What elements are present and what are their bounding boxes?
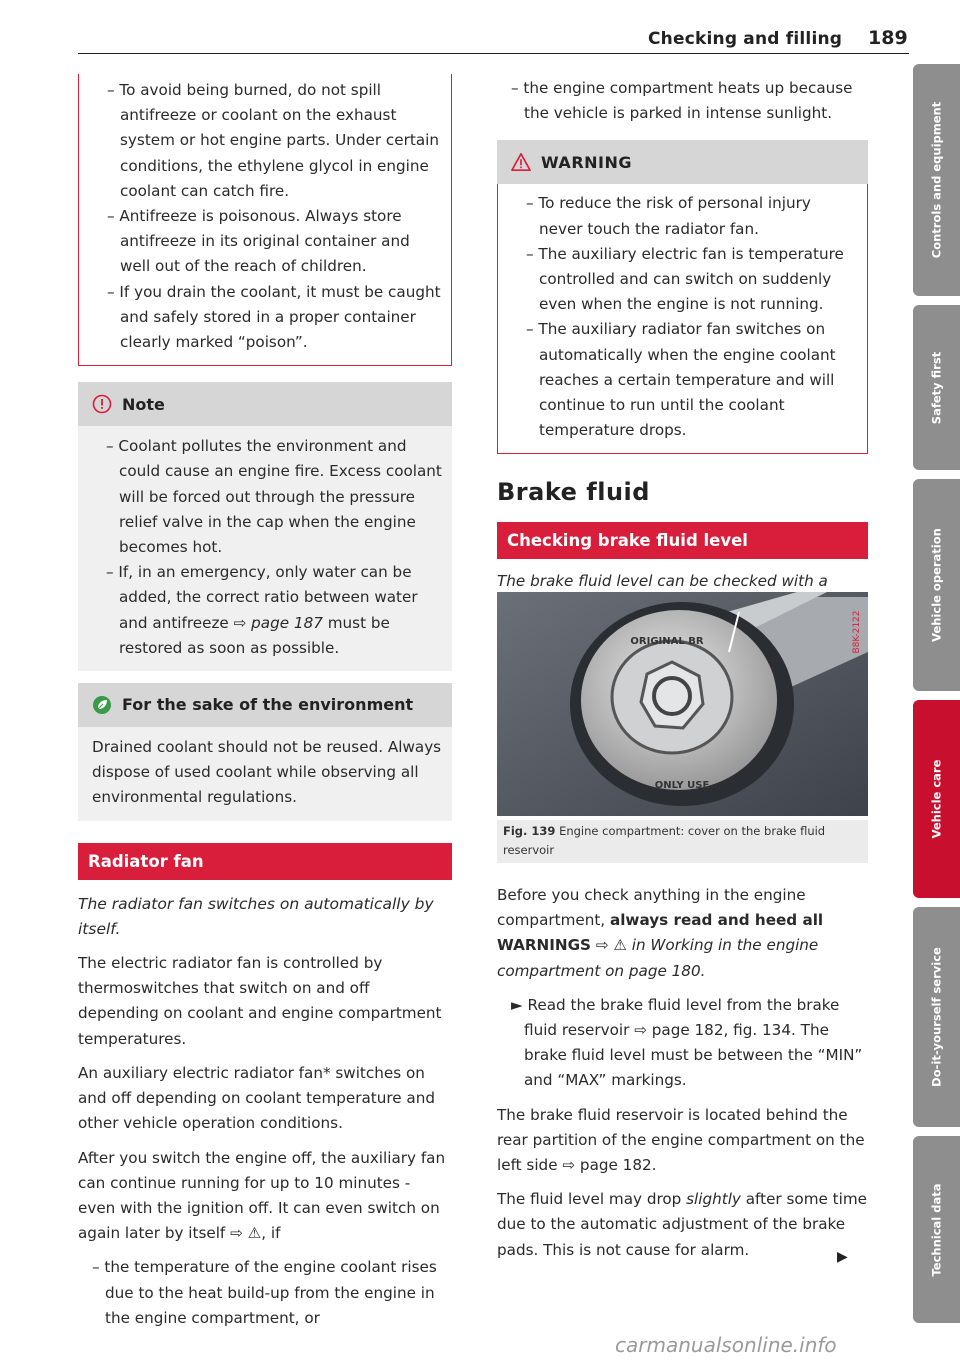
brake-paragraph — [497, 1187, 868, 1263]
note-text: must be restored as soon as possible. — [119, 613, 390, 657]
header-rule — [78, 53, 909, 54]
warning-triangle-icon — [511, 152, 531, 172]
tab-technical-data[interactable] — [913, 1136, 960, 1323]
tab-controls-and-equipment[interactable] — [913, 64, 960, 296]
warning-body — [497, 184, 868, 454]
radiator-intro: The radiator fan switches on automatically by itself. — [78, 894, 434, 938]
checking-brake-fluid-heading: Checking brake fluid level — [497, 522, 868, 559]
brake-italic-text: slightly — [686, 1190, 741, 1209]
warning-item: – If you drain the coolant, it must be caught and safely stored in a proper container clearly marked “poison”. — [107, 282, 441, 352]
brake-text: after some time due to the automatic adjustment of the brake pads. This is not cause for alarm. — [497, 1190, 867, 1259]
environment-box — [78, 683, 452, 821]
warning-title: WARNING — [541, 152, 632, 172]
tab-label: Safety first — [929, 351, 943, 424]
environment-leaf-icon — [92, 695, 112, 715]
radiator-paragraph: The electric radiator fan is controlled by thermoswitches that switch on and off depending on coolant and engine compartment temperatures. — [78, 954, 442, 1048]
note-title: Note — [122, 394, 165, 414]
tab-label: Controls and equipment — [929, 101, 943, 259]
brake-step: ► Read the brake fluid level from the brake fluid reservoir ⇨ page 182, fig. 134. The brake fluid level must be between the “MIN” and “MAX” markings. — [511, 995, 863, 1090]
warning-item: – The auxiliary radiator fan switches on automatically when the engine coolant reaches a certain temperature and will continue to run until the coolant temperature drops. — [526, 320, 836, 440]
figure-caption-text: Engine compartment: cover on the brake fluid reservoir — [503, 824, 826, 857]
radiator-bullet: – the engine compartment heats up because the vehicle is parked in intense sunlight. — [511, 79, 853, 123]
tab-do-it-yourself-service[interactable] — [913, 907, 960, 1127]
note-body — [78, 426, 452, 671]
brake-paragraph: The brake fluid reservoir is located behind the rear partition of the engine compartment on the left side ⇨ page 182. — [497, 1105, 865, 1175]
brake-bold-text: always read and heed all WARNINGS — [497, 911, 824, 955]
brake-paragraph — [497, 883, 868, 984]
tab-safety-first[interactable] — [913, 305, 960, 470]
figure-code: B8K-2122 — [852, 610, 862, 654]
radiator-fan-heading: Radiator fan — [78, 843, 452, 880]
tab-vehicle-care[interactable] — [913, 700, 960, 898]
environment-header — [78, 683, 452, 727]
note-text: – If, in an emergency, only water can be added, the correct ratio between water and antifreeze — [106, 563, 418, 632]
brake-text: Before you check anything in the engine compartment, — [497, 886, 806, 930]
continue-arrow-icon: ▶ — [837, 1249, 848, 1265]
tab-label: Vehicle care — [929, 759, 943, 839]
left-column — [78, 74, 452, 1331]
figure-caption — [497, 820, 868, 863]
note-header — [78, 382, 452, 426]
watermark: carmanualsonline.info — [615, 1333, 837, 1357]
tab-vehicle-operation[interactable] — [913, 479, 960, 691]
running-header-title: Checking and filling — [648, 29, 843, 49]
warning-item: – To reduce the risk of personal injury never touch the radiator fan. — [526, 194, 811, 238]
warning-item: – Antifreeze is poisonous. Always store antifreeze in its original container and well out of the reach of children. — [107, 207, 410, 276]
warning-header — [497, 140, 868, 184]
environment-title: For the sake of the environment — [122, 695, 414, 715]
tab-label: Do-it-yourself service — [929, 947, 943, 1087]
radiator-paragraph: After you switch the engine off, the auxiliary fan can continue running for up to 10 minutes - even with the ignition off. It can even switch on again later by itself ⇨ ⚠, if — [78, 1148, 446, 1243]
warning-continued-box — [78, 74, 452, 366]
note-box — [78, 382, 452, 671]
note-item — [92, 560, 442, 661]
note-item: – Coolant pollutes the environment and could cause an engine fire. Excess coolant will be forced out through the pressure relief valve in the cap when the engine becomes hot. — [106, 437, 442, 557]
brake-fluid-heading: Brake fluid — [497, 478, 650, 507]
chapter-tabs — [913, 0, 960, 1361]
note-circle-icon — [92, 394, 112, 414]
right-column — [497, 76, 868, 628]
brake-fluid-reservoir-figure — [497, 592, 868, 816]
radiator-paragraph: An auxiliary electric radiator fan* switches on and off depending on coolant temperature and other vehicle operation conditions. — [78, 1063, 436, 1133]
svg-text:ORIGINAL BR: ORIGINAL BR — [630, 636, 704, 647]
warning-item: – To avoid being burned, do not spill antifreeze or coolant on the exhaust system or hot engine parts. Under certain conditions, the ethylene glycol in engine coolant can catch fire. — [107, 81, 439, 200]
brake-text: The fluid level may drop — [497, 1190, 687, 1209]
warning-item: – The auxiliary electric fan is temperature controlled and can switch on suddenly even when the engine is not running. — [526, 244, 844, 314]
right-column-lower — [497, 883, 868, 1272]
svg-text:ONLY USE: ONLY USE — [654, 780, 710, 791]
page-reference-link[interactable]: ⇨ ⚠ in Working in the engine compartment on page 180. — [497, 936, 819, 980]
reservoir-cap-illustration — [497, 592, 868, 816]
page-reference-link[interactable]: ⇨ page 187 — [233, 613, 323, 632]
page-number: 189 — [868, 27, 908, 49]
warning-box — [497, 140, 868, 454]
tab-label: Technical data — [929, 1182, 943, 1277]
environment-body: Drained coolant should not be reused. Always dispose of used coolant while observing all environmental regulations. — [92, 738, 442, 807]
tab-label: Vehicle operation — [929, 528, 943, 642]
brake-intro: The brake fluid level can be checked with a — [497, 571, 828, 590]
figure-label: Fig. 139 — [503, 824, 556, 838]
radiator-bullet: – the temperature of the engine coolant rises due to the heat build-up from the engine in the engine compartment, or — [92, 1258, 437, 1327]
